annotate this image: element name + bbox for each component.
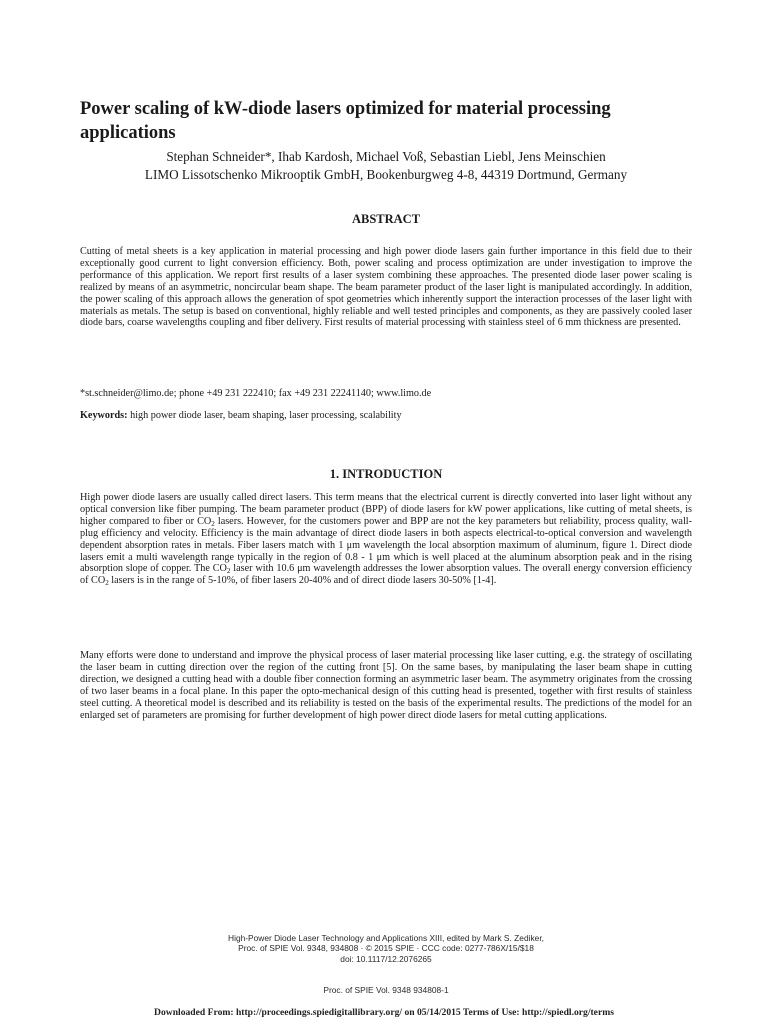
- affiliation: LIMO Lissotschenko Mikrooptik GmbH, Bookenburgweg 4-8, 44319 Dortmund, Germany: [144, 167, 628, 182]
- subscript: 2: [211, 519, 215, 528]
- footer-doi: doi: 10.1117/12.2076265: [340, 953, 432, 964]
- subscript: 2: [105, 579, 109, 588]
- keywords-line: [80, 410, 692, 422]
- intro-p1-part-a: High power diode lasers are usually called direct lasers. This term means that the electrical current is directly converted into laser light without any optical conversion like fiber pumping. The beam parameter product (BPP) of diode lasers for kW power applications, like cutting of metal sheets, is higher compared to fiber or CO: [80, 492, 692, 527]
- intro-p1-part-b: lasers. However, for the customers power and BPP are not the key parameters but reliability, process quality, wall-plug efficiency and velocity. Efficiency is the main advantage of direct diode lasers in both aspects electrical-to-optical conversion and wavelength dependent absorption rates in metals. Fiber lasers match with 1 μm wavelength the local absorption maximum of aluminum, figure 1. Direct diode lasers emit a multi wavelength range typically in the region of 0.8 - 1 μm which is well placed at the aluminum absorption peak and in the rising absorption slope of copper. The CO: [80, 515, 692, 575]
- subscript: 2: [226, 567, 231, 576]
- intro-paragraph-2: Many efforts were done to understand and improve the physical process of laser material processing like laser cutting, e.g. the strategy of oscillating the laser beam in cutting direction over the region of the cutting front [5]. On the same bases, by manipulating the laser beam shape in cutting direction, we designed a cutting head with a double fiber connection forming an asymmetric laser beam. The asymmetry originates from the crossing of two laser beams in a focal plane. In this paper the opto-mechanical design of this cutting head is presented, together with first results of stainless steel cutting. A theoretical model is described and its reliability is tested on the basis of the experimental results. The predictions of the model for an enlarged set of parameters are promising for further development of high power direct diode lasers for metal cutting applications.: [80, 650, 692, 721]
- keywords-list: high power diode laser, beam shaping, laser processing, scalability: [130, 410, 402, 421]
- contact-info: *st.schneider@limo.de; phone +49 231 222410; fax +49 231 22241140; www.limo.de: [80, 388, 432, 399]
- abstract-text: Cutting of metal sheets is a key application in material processing and high power diode lasers gain further importance in this field due to their exceptionally good current to light conversion efficiency. Both, power scaling and process optimization are under investigation to improve the performance of this application. We report first results of a laser system combining these approaches. The presented diode laser power scaling is realized by means of an asymmetric, noncircular beam shape. The beam parameter product of the laser light is manipulated accordingly. In addition, the power scaling of this approach allows the generation of spot geometries which inherently support the interaction processes of the laser light with materials as metals. The setup is based on conventional, highly reliable and well tested principles and components, as they are passively cooled laser diode bars, coarse wavelengths coupling and fiber delivery. First results of material processing with stainless steel of 6 mm thickness are presented.: [80, 246, 692, 329]
- paper-title: Power scaling of kW-diode lasers optimized for material processing applications: [80, 99, 611, 143]
- download-notice: Downloaded From: http://proceedings.spiedigitallibrary.org/ on 05/14/2015 Terms of Use: http://spiedl.org/terms: [154, 1007, 614, 1018]
- footer-line-1: High-Power Diode Laser Technology and Applications XIII, edited by Mark S. Zediker,: [228, 933, 544, 943]
- intro-p1-part-d: lasers is in the range of 5-10%, of fiber lasers 20-40% and of direct diode lasers 30-50% [1-4].: [108, 575, 497, 587]
- publication-info: [80, 933, 692, 964]
- footer-line-2: Proc. of SPIE Vol. 9348, 934808 · © 2015 SPIE · CCC code: 0277-786X/15/$18: [238, 943, 534, 954]
- keywords-label: Keywords:: [80, 410, 128, 421]
- page-footer: Proc. of SPIE Vol. 9348 934808-1: [323, 985, 449, 995]
- intro-p1-part-c: laser with 10.6 μm wavelength addresses the lower absorption values. The overall energy conversion efficiency of CO: [80, 563, 692, 587]
- introduction-heading: 1. INTRODUCTION: [329, 467, 443, 481]
- intro-paragraph-1: [80, 492, 692, 587]
- author-list: Stephan Schneider*, Ihab Kardosh, Michael Voß, Sebastian Liebl, Jens Meinschien: [166, 149, 606, 164]
- abstract-heading: ABSTRACT: [351, 212, 421, 226]
